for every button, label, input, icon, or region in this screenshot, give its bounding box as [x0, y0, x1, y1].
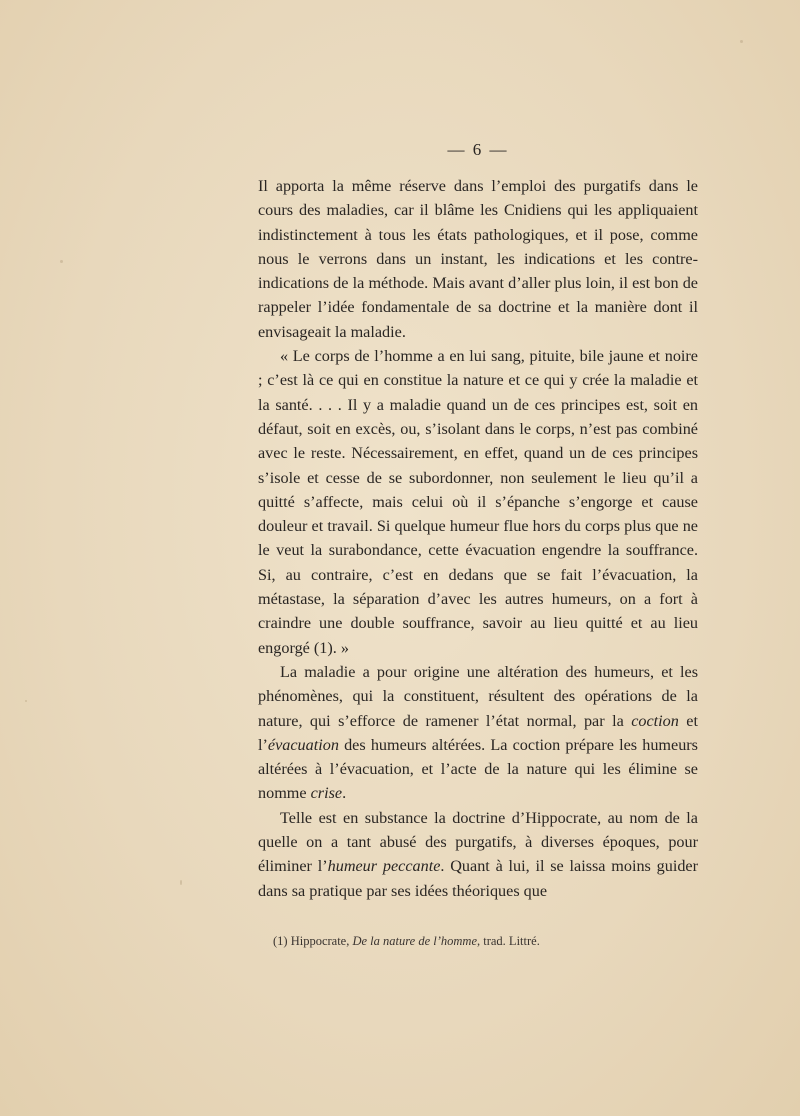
italic-text: De la nature de l’homme [352, 934, 477, 948]
text-run: Il apporta la même réserve dans l’emploi des purgatifs dans le cours des maladies, car il blâme les Cnidiens qui les appliquaient indistinctement à tous les états pathologiques, et il pose, comme nous le verrons dans un instant, les indications et les contre-indications de la méthode. Mais avant d’aller plus loin, il est bon de rappeler l’idée fondamentale de sa doctrine et la manière dont il envisageait la maladie. [258, 177, 698, 341]
page-content [258, 140, 698, 903]
text-run: (1) Hippocrate, [273, 934, 353, 948]
text-run: Telle est en substance la doctrine d’Hippocrate, au nom de la quelle on a tant abusé des purgatifs, à diverses époques, pour éliminer l’ [258, 808, 698, 876]
footnote [273, 932, 693, 950]
paragraph-p4 [258, 806, 698, 903]
text-run: et l’ [258, 711, 698, 754]
paragraph-p2 [258, 344, 698, 660]
page-number: — 6 — [447, 140, 509, 159]
paragraph-p3 [258, 660, 698, 806]
italic-text: humeur peccante [327, 857, 441, 876]
text-run: des humeurs altérées. La coction prépare les humeurs altérées à l’évacuation, et l’acte de la nature qui les élimine se nomme [258, 735, 698, 803]
italic-text: évacuation [267, 735, 339, 754]
text-run: . Quant à lui, il se laissa moins guider dans sa pratique par ses idées théoriques que [258, 857, 698, 900]
italic-text: coction [631, 711, 679, 730]
text-run: , trad. Littré. [477, 934, 540, 948]
paragraph-p1 [258, 174, 698, 344]
text-run: . [342, 784, 347, 803]
text-run: La maladie a pour origine une altération des humeurs, et les phénomènes, qui la constituent, résultent des opérations de la nature, qui s’efforce de ramener l’état normal, par la [258, 662, 698, 730]
body-text [258, 174, 698, 903]
text-run: « Le corps de l’homme a en lui sang, pituite, bile jaune et noire ; c’est là ce qui en constitue la nature et ce qui y crée la maladie et la santé. . . . Il y a maladie quand un de ces principes est, soit en défaut, soit en excès, ou, s’isolant dans le corps, n’est pas combiné avec le reste. Nécessairement, en effet, quand un de ces principes s’isole et cesse de se subordonner, non seulement le lieu qu’il a quitté s’affecte, mais celui où il s’épanche s’engorge et cause douleur et travail. Si quelque humeur flue hors du corps plus que ne le veut la surabondance, cette évacuation engendre la souffrance. Si, au contraire, c’est en dedans que se fait l’évacuation, la métastase, la séparation d’avec les autres humeurs, on a fort à craindre une double souffrance, savoir au lieu quitté et au lieu engorgé (1). » [258, 347, 698, 657]
italic-text: crise [310, 784, 343, 803]
